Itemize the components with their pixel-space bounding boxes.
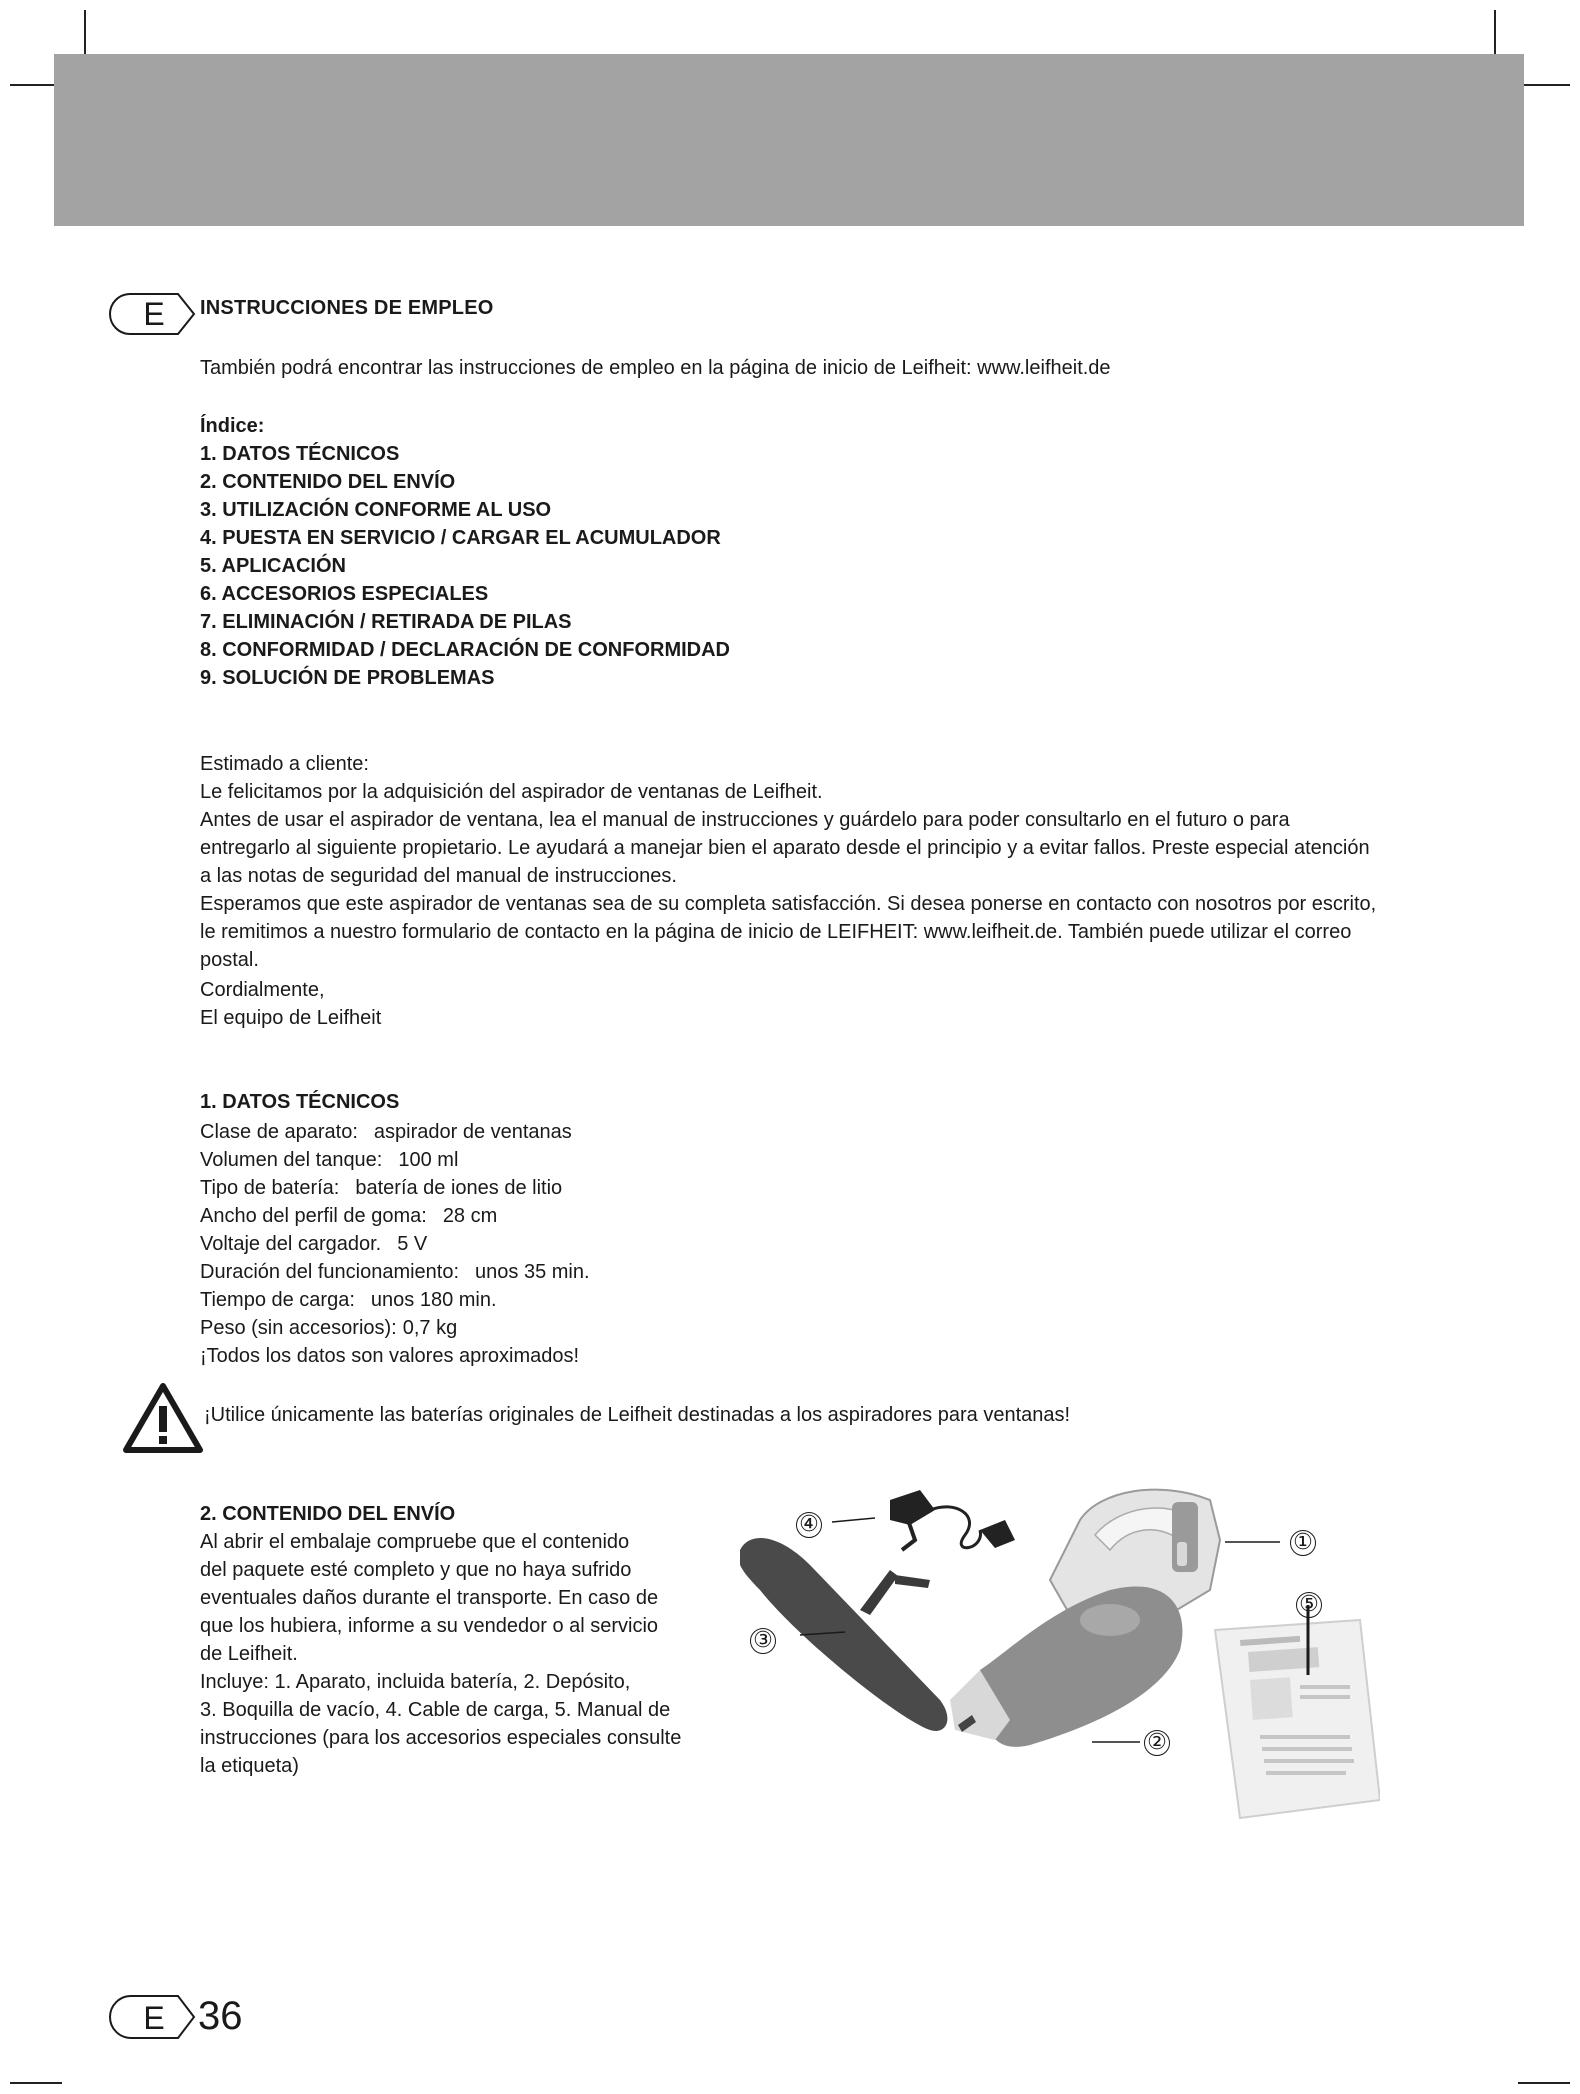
crop-mark [1518, 84, 1570, 86]
spec-label: Tipo de batería: [200, 1177, 340, 1199]
callout-4: ④ [796, 1512, 822, 1538]
callout-3: ③ [750, 1628, 776, 1654]
spec-label: Voltaje del cargador. [200, 1233, 382, 1255]
product-contents-photo [740, 1480, 1380, 1820]
toc-label: Índice: [200, 415, 265, 437]
spec-row [200, 1174, 590, 1202]
spec-label: Ancho del perfil de goma: [200, 1205, 427, 1227]
contents-line: del paquete esté completo y que no haya sufrido [200, 1559, 632, 1581]
table-of-contents [200, 440, 730, 692]
spec-value: 0,7 kg [402, 1317, 458, 1339]
letter-paragraph: Esperamos que este aspirador de ventanas sea de su completa satisfacción. Si desea ponerse en contacto con nosotros por escrito, le remitimos a nuestro formulario de contacto en la página de inicio de LEIFHEIT: www.leifheit.de. También puede utilizar el correo postal. [200, 893, 1377, 971]
spec-row [200, 1202, 590, 1230]
contents-line: Incluye: 1. Aparato, incluida batería, 2. Depósito, [200, 1671, 631, 1693]
contents-line: de Leifheit. [200, 1643, 298, 1665]
contents-description [200, 1528, 680, 1780]
spec-value: 100 ml [398, 1149, 459, 1171]
spec-label: Peso (sin accesorios): [200, 1317, 397, 1339]
letter-signature: El equipo de Leifheit [200, 1007, 382, 1029]
spec-row [200, 1118, 590, 1146]
footer-language-badge [108, 1994, 198, 2040]
spec-value: aspirador de ventanas [373, 1121, 572, 1143]
spec-value: unos 180 min. [370, 1289, 497, 1311]
contents-line: instrucciones (para los accesorios especiales consulte [200, 1727, 682, 1749]
warning-text: ¡Utilice únicamente las baterías originales de Leifheit destinadas a los aspiradores para ventanas! [204, 1404, 1071, 1426]
spec-row [200, 1314, 590, 1342]
crop-mark [1518, 2082, 1570, 2084]
contents-heading: 2. CONTENIDO DEL ENVÍO [200, 1503, 456, 1525]
spec-row [200, 1286, 590, 1314]
contents-line: Al abrir el embalaje compruebe que el contenido [200, 1531, 630, 1553]
callout-1: ① [1290, 1530, 1316, 1556]
letter-closing: Cordialmente, [200, 979, 325, 1001]
toc-item: 8. CONFORMIDAD / DECLARACIÓN DE CONFORMIDAD [200, 639, 730, 661]
page-number: 36 [198, 1994, 243, 2038]
contents-line: que los hubiera, informe a su vendedor o al servicio [200, 1615, 659, 1637]
toc-item: 5. APLICACIÓN [200, 555, 346, 577]
toc-item: 6. ACCESORIOS ESPECIALES [200, 583, 489, 605]
spec-label: Tiempo de carga: [200, 1289, 355, 1311]
spec-row [200, 1258, 590, 1286]
letter-greeting: Estimado a cliente: [200, 753, 369, 775]
letter-paragraph: Antes de usar el aspirador de ventana, lea el manual de instrucciones y guárdelo para poder consultarlo en el futuro o para entregarlo al siguiente propietario. Le ayudará a manejar bien el aparato desde el principio y a evitar fallos. Preste especial atención a las notas de seguridad del manual de instrucciones. [200, 809, 1370, 887]
crop-mark [10, 2082, 62, 2084]
header-band [54, 54, 1524, 226]
spec-label: Clase de aparato: [200, 1121, 358, 1143]
contents-line: 3. Boquilla de vacío, 4. Cable de carga, 5. Manual de [200, 1699, 671, 1721]
spec-value: 28 cm [442, 1205, 498, 1227]
toc-item: 1. DATOS TÉCNICOS [200, 443, 400, 465]
language-code: E [143, 296, 165, 332]
letter-paragraph: Le felicitamos por la adquisición del aspirador de ventanas de Leifheit. [200, 781, 823, 803]
spec-row [200, 1230, 590, 1258]
toc-item: 3. UTILIZACIÓN CONFORME AL USO [200, 499, 552, 521]
contents-line: eventuales daños durante el transporte. En caso de [200, 1587, 659, 1609]
charger-illustration [890, 1490, 1015, 1550]
toc-item: 7. ELIMINACIÓN / RETIRADA DE PILAS [200, 611, 572, 633]
callout-5: ⑤ [1296, 1592, 1322, 1618]
manual-illustration [1215, 1620, 1380, 1818]
spec-value: unos 35 min. [475, 1261, 590, 1283]
tech-heading: 1. DATOS TÉCNICOS [200, 1091, 400, 1113]
web-note: También podrá encontrar las instrucciones de empleo en la página de inicio de Leifheit: www.leifheit.de [200, 357, 1111, 379]
footer-language-code: E [143, 2000, 165, 2036]
spec-label: Volumen del tanque: [200, 1149, 383, 1171]
spec-label: Duración del funcionamiento: [200, 1261, 460, 1283]
toc-item: 9. SOLUCIÓN DE PROBLEMAS [200, 667, 495, 689]
toc-item: 2. CONTENIDO DEL ENVÍO [200, 471, 456, 493]
document-title: INSTRUCCIONES DE EMPLEO [200, 297, 494, 319]
spec-note: ¡Todos los datos son valores aproximados! [200, 1345, 580, 1367]
warning-triangle-icon [122, 1382, 204, 1454]
spec-value: batería de iones de litio [355, 1177, 563, 1199]
tech-specs [200, 1118, 590, 1370]
language-badge [108, 292, 198, 336]
spec-value: 5 V [397, 1233, 428, 1255]
toc-item: 4. PUESTA EN SERVICIO / CARGAR EL ACUMULADOR [200, 527, 721, 549]
spec-row [200, 1146, 590, 1174]
callout-2: ② [1144, 1730, 1170, 1756]
tank-illustration [950, 1586, 1182, 1746]
contents-line: la etiqueta) [200, 1755, 299, 1777]
